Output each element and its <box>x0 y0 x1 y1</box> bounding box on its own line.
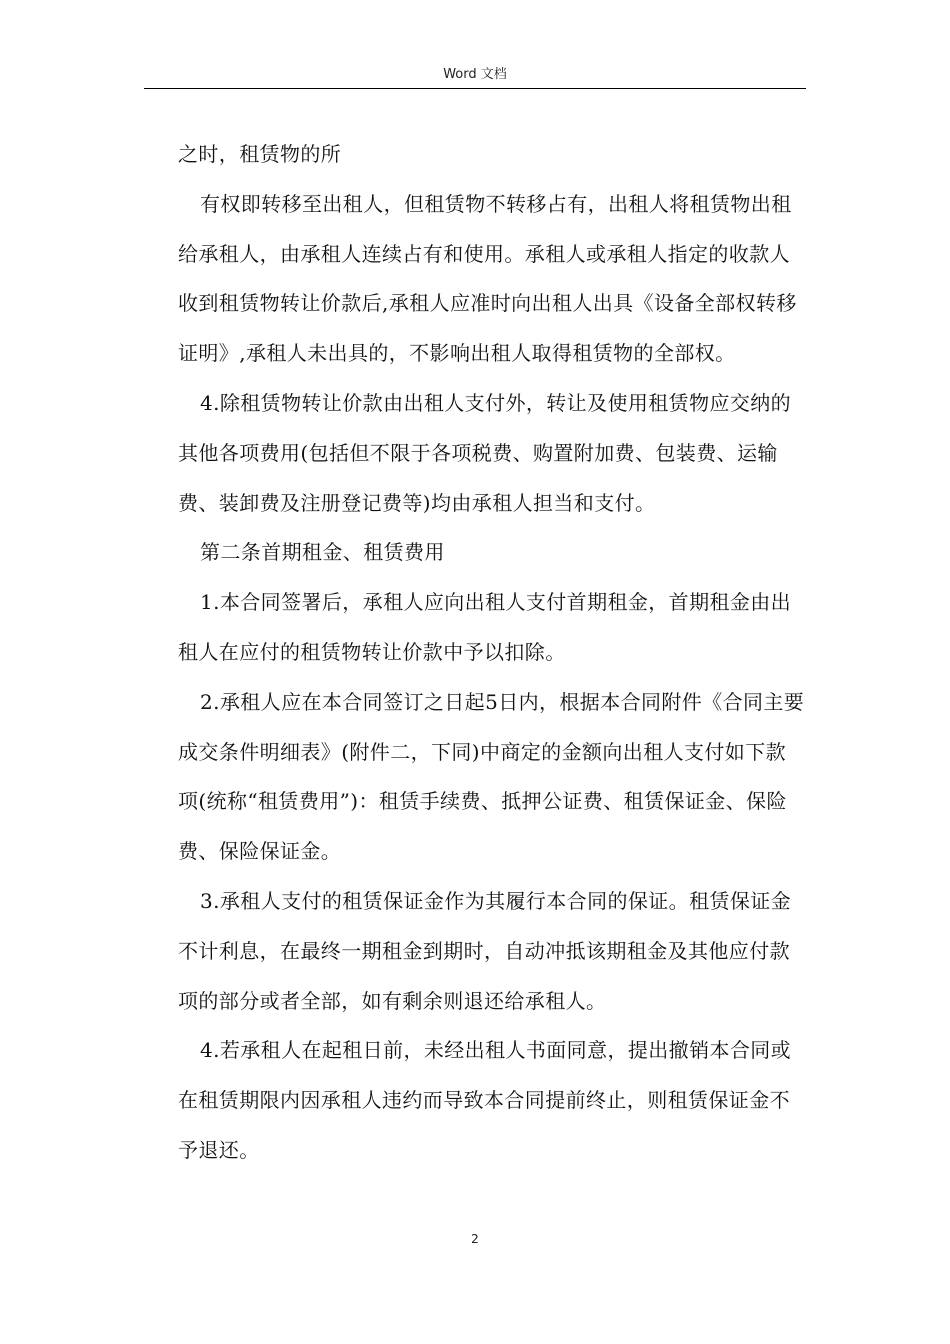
document-body <box>178 130 806 1176</box>
paragraph-clause-3-deposit: 3.承租人支付的租赁保证金作为其履行本合同的保证。租赁保证金不计利息，在最终一期租金到期时，自动冲抵该期租金及其他应付款项的部分或者全部，如有剩余则退还给承租人。 <box>178 888 792 1013</box>
paragraph-ownership-transfer: 有权即转移至出租人，但租赁物不转移占有，出租人将租赁物出租给承租人，由承租人连续占有和使用。承租人或承租人指定的收款人收到租赁物转让价款后,承租人应准时向出租人出具《设备全部权转移证明》,承租人未出具的，不影响出租人取得租赁物的全部权。 <box>178 191 797 366</box>
paragraph-clause-2-lease-fees: 2.承租人应在本合同签订之日起5日内，根据本合同附件《合同主要成交条件明细表》(附件二，下同)中商定的金额向出租人支付如下款项(统称“租赁费用”)：租赁手续费、抵押公证费、租赁保证金、保险费、保险保证金。 <box>178 689 805 864</box>
page-number: 2 <box>471 1232 479 1246</box>
paragraph-clause-4-fees: 4.除租赁物转让价款由出租人支付外，转让及使用租赁物应交纳的其他各项费用(包括但不限于各项税费、购置附加费、包装费、运输费、装卸费及注册登记费等)均由承租人担当和支付。 <box>178 390 792 515</box>
paragraph-clause-1-first-rent: 1.本合同签署后，承租人应向出租人支付首期租金，首期租金由出租人在应付的租赁物转让价款中予以扣除。 <box>178 590 792 664</box>
page-header-title: Word 文档 <box>443 67 507 82</box>
section-heading-article-2: 第二条首期租金、租赁费用 <box>200 540 445 565</box>
paragraph-clause-4-deposit-forfeit: 4.若承租人在起租日前，未经出租人书面同意，提出撤销本合同或在租赁期限内因承租人违约而导致本合同提前终止，则租赁保证金不予退还。 <box>178 1038 792 1162</box>
paragraph-continuation: 之时，租赁物的所 <box>178 142 342 166</box>
header-divider <box>144 88 806 89</box>
